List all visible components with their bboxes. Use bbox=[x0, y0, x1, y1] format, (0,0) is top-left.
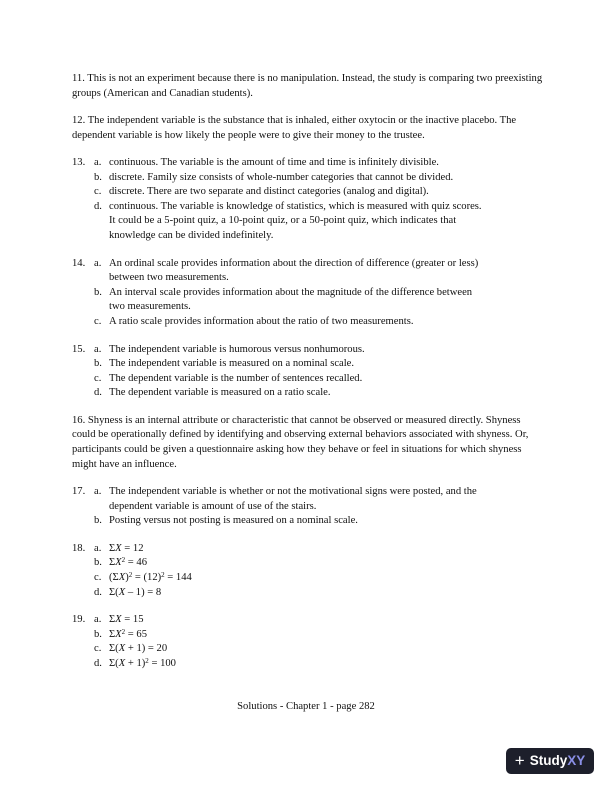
answer-17-a-cont: dependent variable is amount of use of the stairs. bbox=[109, 500, 317, 512]
answer-13 bbox=[72, 156, 544, 244]
equation: $\Sigma(X + 1)^2 = 100$ bbox=[109, 656, 176, 669]
answer-14 bbox=[72, 257, 544, 330]
answer-19 bbox=[72, 613, 544, 671]
answer-14-b: b. An interval scale provides information about the magnitude of the difference between bbox=[94, 286, 473, 298]
answer-13-c: c. discrete. There are two separate and distinct categories (analog and digital). bbox=[94, 186, 429, 198]
page-content bbox=[72, 72, 544, 685]
answer-16: 16. Shyness is an internal attribute or characteristic that cannot be observed or measured directly. Shyness could be operationally defined by identifying and observing external behaviors associated with shyness. Or, participants could be given a questionnaire asking how they behave or feel in situations for which shyness might have an influence. bbox=[72, 414, 529, 470]
answer-13-a: 13. a. continuous. The variable is the amount of time and time is infinitely divisible. bbox=[72, 156, 439, 168]
answer-19-c: c. Σ(X + 1) = 20 bbox=[94, 643, 168, 655]
badge-brand: StudyXY bbox=[529, 752, 586, 768]
answer-11: 11. This is not an experiment because there is no manipulation. Instead, the study is comparing two preexisting groups (American and Canadian students). bbox=[72, 73, 543, 99]
page-footer: Solutions - Chapter 1 - page 282 bbox=[237, 701, 375, 712]
answer-18-a: 18. a. ΣX = 12 bbox=[72, 542, 144, 554]
answer-18-c: c. $(\Sigma X)^2 = (12)^2 = 144$ bbox=[94, 571, 192, 584]
answer-15-b: b. The independent variable is measured on a nominal scale. bbox=[94, 358, 355, 370]
answer-18 bbox=[72, 542, 544, 600]
equation: $\Sigma X^2 = 65$ bbox=[109, 627, 148, 640]
answer-17-a: 17. a. The independent variable is whether or not the motivational signs were posted, and the bbox=[72, 486, 477, 498]
plus-icon: + bbox=[514, 750, 525, 770]
answer-19-a: 19. a. ΣX = 15 bbox=[72, 614, 144, 626]
answer-19-b: b. $\Sigma X^2 = 65$ bbox=[94, 627, 148, 640]
answer-19-d: d. $\Sigma(X + 1)^2 = 100$ bbox=[94, 656, 176, 669]
answer-17 bbox=[72, 485, 544, 529]
equation: ΣX = 15 bbox=[109, 614, 144, 626]
equation: Σ(X – 1) = 8 bbox=[109, 586, 162, 598]
answer-14-a: 14. a. An ordinal scale provides information about the direction of difference (greater or less) bbox=[72, 257, 479, 269]
answer-13-b: b. discrete. Family size consists of whole-number categories that cannot be divided. bbox=[94, 171, 454, 183]
answer-15-a: 15. a. The independent variable is humorous versus nonhumorous. bbox=[72, 343, 365, 355]
answer-18-d: d. Σ(X – 1) = 8 bbox=[94, 586, 162, 598]
equation: Σ(X + 1) = 20 bbox=[109, 643, 168, 655]
answer-15-c: c. The dependent variable is the number of sentences recalled. bbox=[94, 372, 363, 384]
equation: $(\Sigma X)^2 = (12)^2 = 144$ bbox=[109, 571, 192, 584]
answer-13-d-cont2: knowledge can be divided indefinitely. bbox=[109, 229, 274, 241]
equation: ΣX = 12 bbox=[109, 542, 144, 554]
answer-14-a-cont: between two measurements. bbox=[109, 272, 229, 284]
answer-17-b: b. Posting versus not posting is measured on a nominal scale. bbox=[94, 515, 358, 527]
answer-13-d-cont: It could be a 5-point quiz, a 10-point quiz, or a 50-point quiz, which indicates that bbox=[109, 215, 457, 227]
answer-15-d: d. The dependent variable is measured on a ratio scale. bbox=[94, 387, 331, 399]
equation: $\Sigma X^2 = 46$ bbox=[109, 556, 148, 569]
answer-15 bbox=[72, 343, 544, 401]
answer-18-b: b. $\Sigma X^2 = 46$ bbox=[94, 556, 148, 569]
answer-12: 12. The independent variable is the substance that is inhaled, either oxytocin or the inactive placebo. The dependent variable is how likely the people were to give their money to the trustee. bbox=[72, 114, 517, 141]
answer-14-b-cont: two measurements. bbox=[109, 301, 191, 313]
answer-14-c: c. A ratio scale provides information about the ratio of two measurements. bbox=[94, 315, 414, 327]
studyxy-badge[interactable] bbox=[506, 748, 594, 774]
answer-13-d: d. continuous. The variable is knowledge of statistics, which is measured with quiz scores. bbox=[94, 200, 482, 212]
